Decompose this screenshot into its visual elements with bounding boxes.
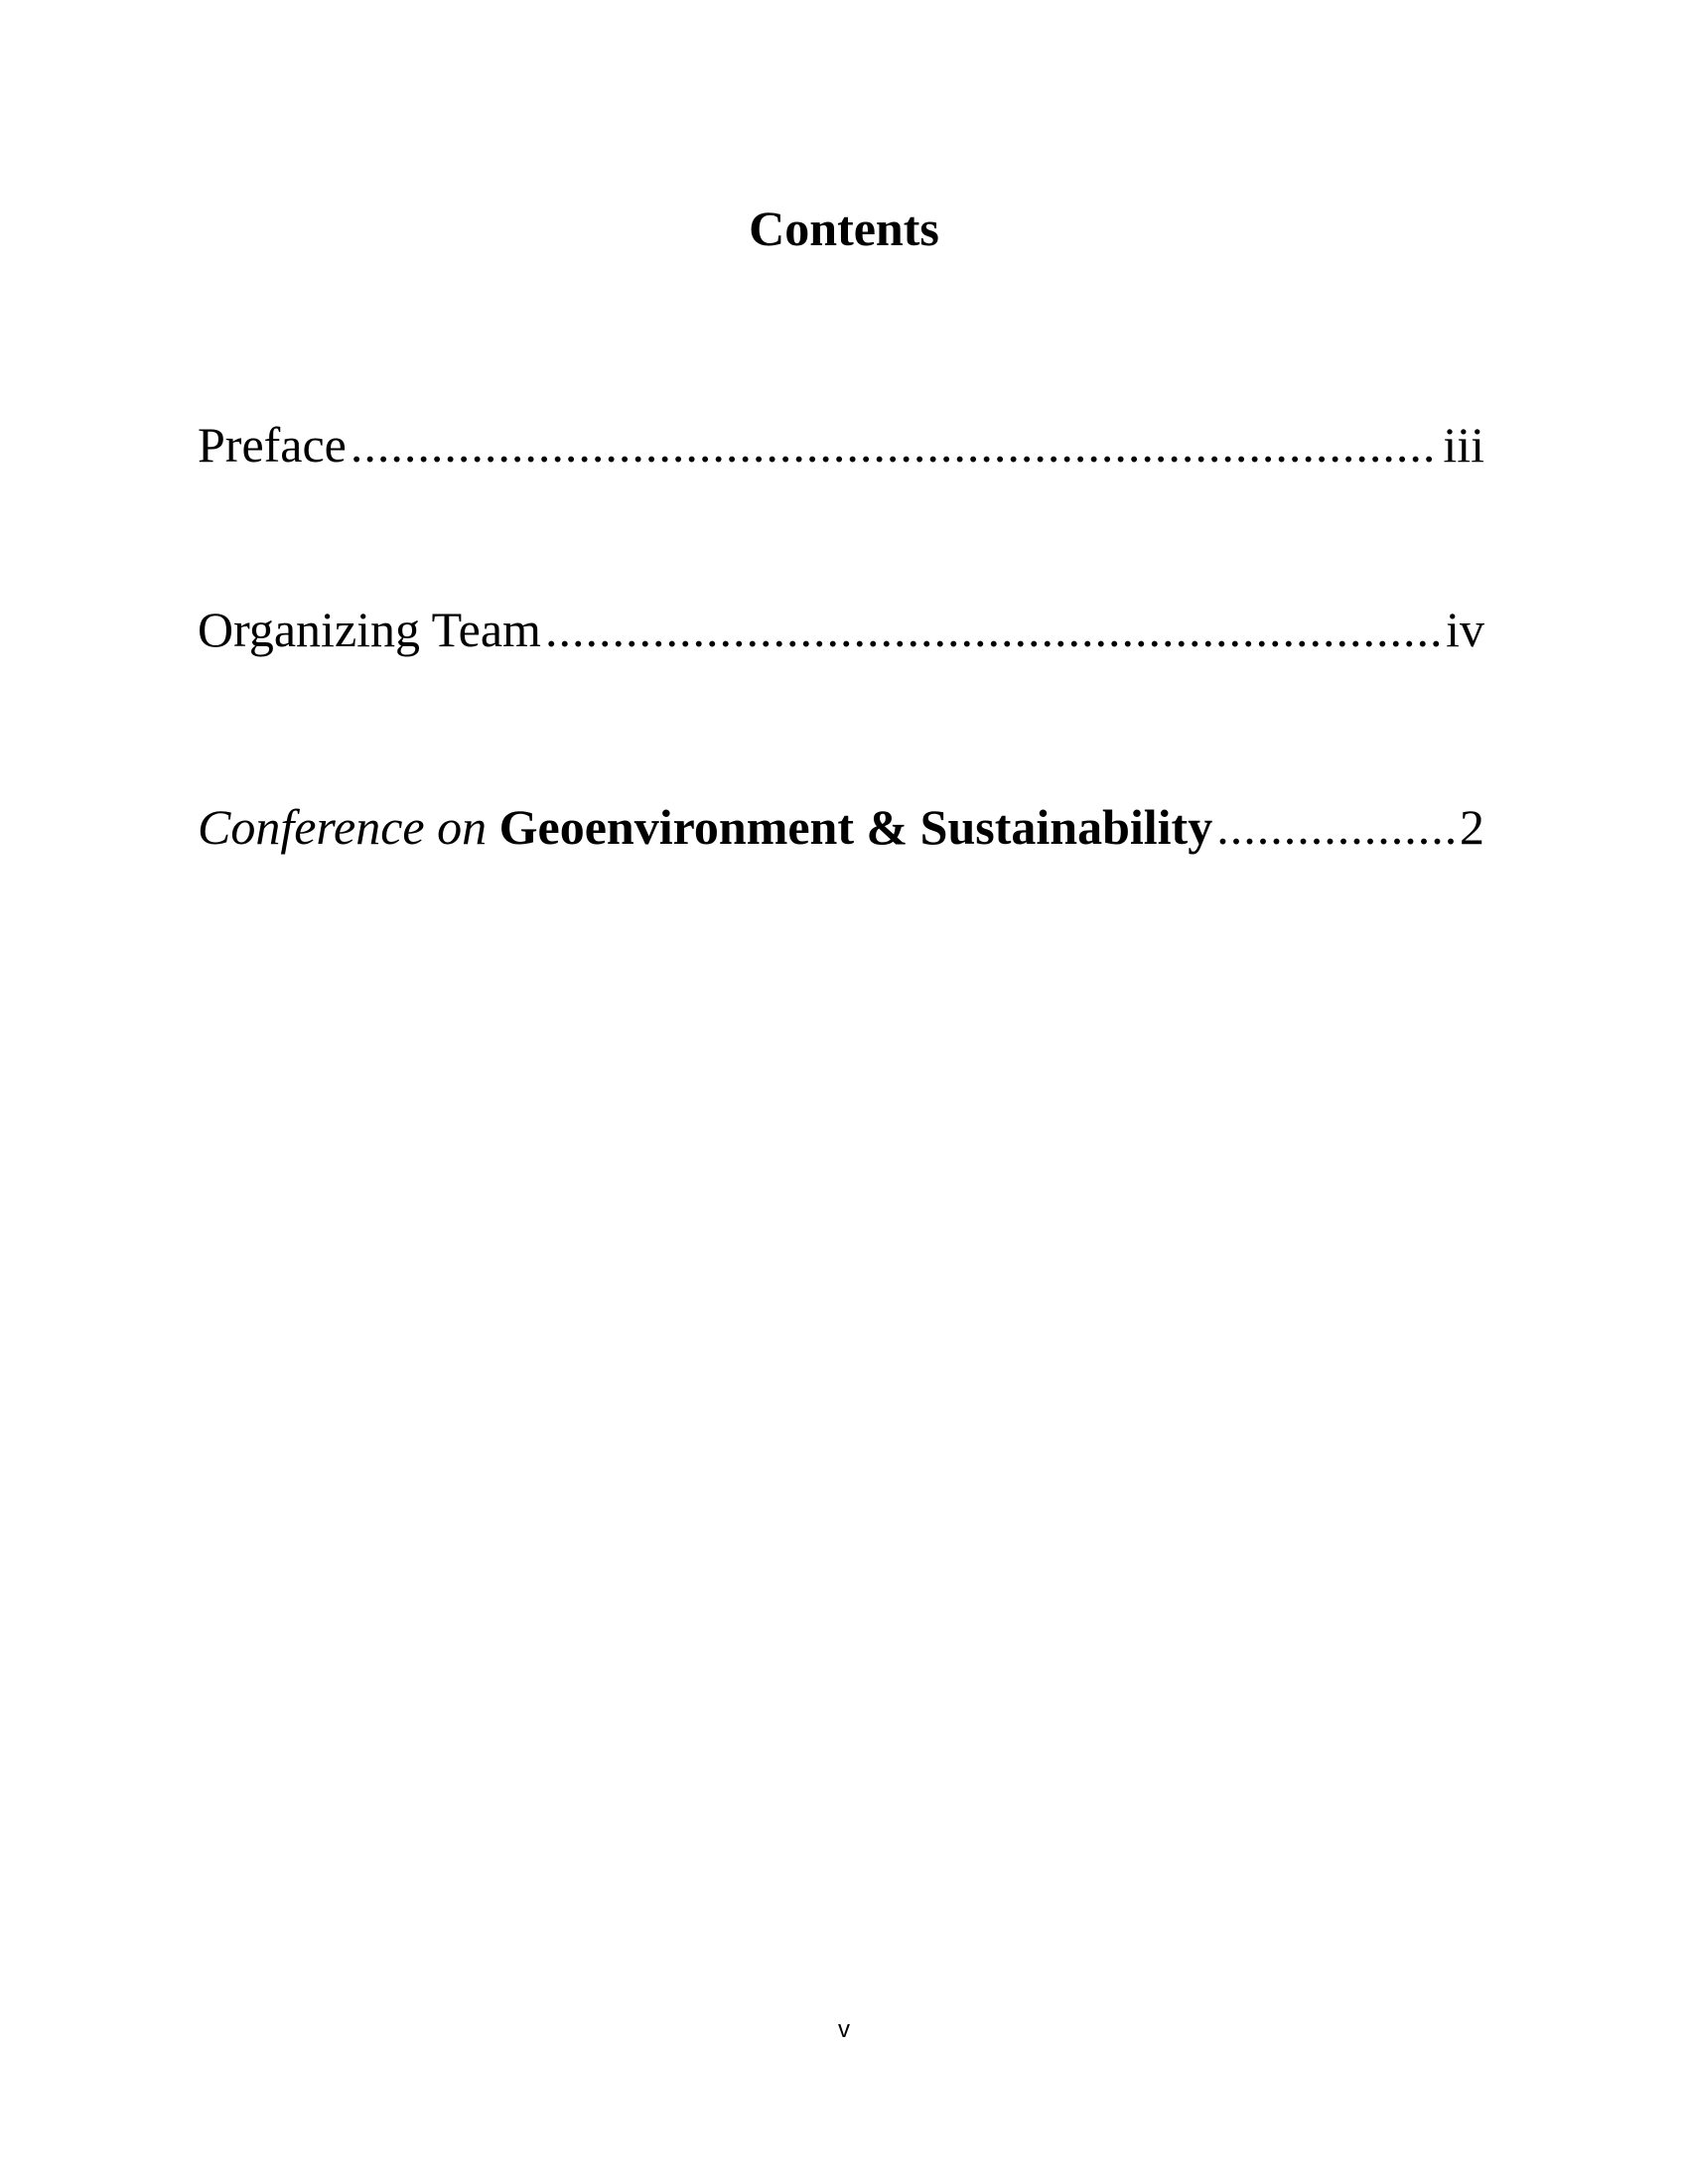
toc-entry-preface[interactable] (198, 415, 1484, 475)
dot-leader (351, 415, 1439, 475)
toc-entry-title (198, 797, 1212, 857)
toc-entry-page: 2 (1460, 799, 1484, 855)
toc-entry-page: iii (1443, 417, 1484, 473)
toc-entry-title: Organizing Team (198, 602, 541, 657)
toc-entry-organizing-team[interactable] (198, 600, 1484, 659)
toc-entry-page: iv (1446, 602, 1484, 657)
page-title: Contents (749, 201, 939, 256)
toc-entry-conference[interactable] (198, 797, 1484, 857)
page-number: v (838, 2016, 850, 2043)
dot-leader (1216, 797, 1456, 857)
toc-entry-title-bold: Geoenvironment & Sustainability (498, 799, 1213, 855)
dot-leader (545, 600, 1442, 659)
toc-entry-title: Preface (198, 417, 347, 473)
toc-entry-title-italic: Conference on (198, 799, 488, 855)
